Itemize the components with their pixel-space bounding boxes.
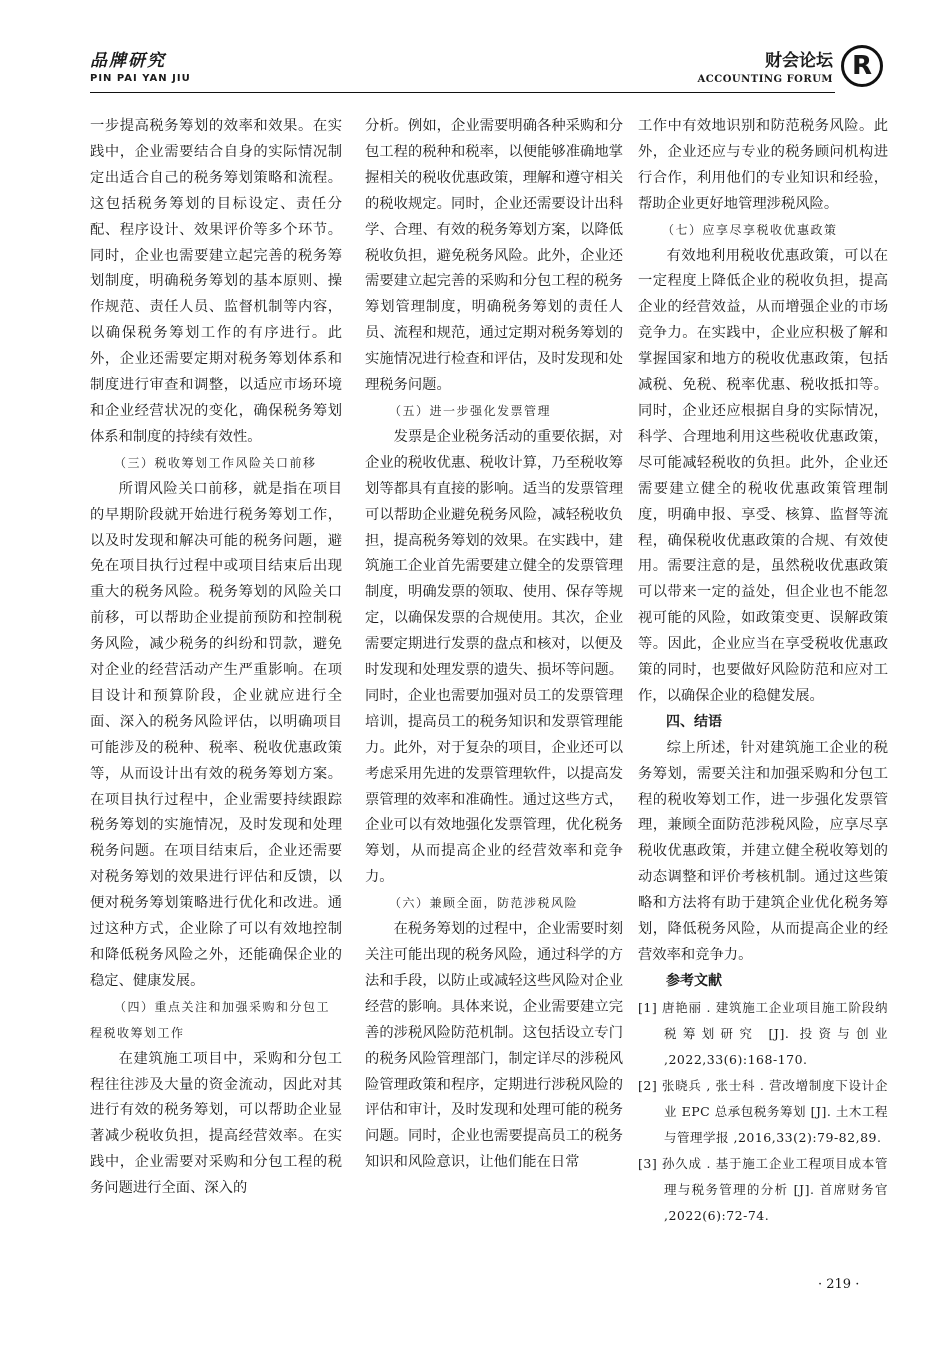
paragraph: 所谓风险关口前移，就是指在项目的早期阶段就开始进行税务筹划工作，以及时发现和解决可能的税务问题，避免在项目执行过程中或项目结束后出现重大的税务风险。税务筹划的风险关口前移，可以帮助企业提前预防和控制税务风险，减少税务的纠纷和罚款，避免对企业的经营活动产生严重影响。在项目设计和预算阶段，企业就应进行全面、深入的税务风险评估，以明确项目可能涉及的税种、税率、税收优惠政策等，从而设计出有效的税务筹划方案。在项目执行过程中，企业需要持续跟踪税务筹划的实施情况，及时发现和处理税务问题。在项目结束后，企业还需要对税务筹划的效果进行评估和反馈，以便对税务筹划策略进行优化和改进。通过这种方式，企业除了可以有效地控制和降低税务风险之外，还能确保企业的稳定、健康发展。 — [90, 480, 342, 989]
paragraph: 发票是企业税务活动的重要依据，对企业的税收优惠、税收计算，乃至税收筹划等都具有直接的影响。适当的发票管理可以帮助企业避免税务风险，减轻税收负担，提高税务筹划的效果。在实践中，建筑施工企业首先需要建立健全的发票管理制度，明确发票的领取、使用、保存等规定，以确保发票的合规使用。其次，企业需要定期进行发票的盘点和核对，以便及时发现和处理发票的遗失、损坏等问题。同时，企业也需要加强对员工的发票管理培训，提高员工的税务知识和发票管理能力。此外，对于复杂的项目，企业还可以考虑采用先进的发票管理软件，以提高发票管理的效率和准确性。通过这些方式，企业可以有效地强化发票管理，优化税务筹划，从而提高企业的经营效率和竞争力。 — [365, 428, 623, 886]
paragraph: 综上所述，针对建筑施工企业的税务筹划，需要关注和加强采购和分包工程的税收筹划工作，进一步强化发票管理，兼顾全面防范涉税风险，应享尽享税收优惠政策，并建立健全税收筹划的动态调整和评价考核机制。通过这些策略和方法将有助于建筑企业优化税务筹划，降低税务风险，从而提高企业的经营效率和竞争力。 — [638, 739, 888, 963]
paragraph: 分析。例如，企业需要明确各种采购和分包工程的税种和税率，以便能够准确地掌握相关的税收优惠政策，理解和遵守相关的税收规定。同时，企业还需要设计出科学、合理、有效的税务筹划方案，以降低税收负担，避免税务风险。此外，企业还需要建立起完善的采购和分包工程的税务筹划管理制度，明确税务筹划的责任人员、流程和规范，通过定期对税务筹划的实施情况进行检查和评估，及时发现和处理税务问题。 — [365, 118, 623, 394]
subheading-6: （六）兼顾全面，防范涉税风险 — [389, 896, 579, 911]
references-heading: 参考文献 — [666, 972, 722, 989]
paragraph: 有效地利用税收优惠政策，可以在一定程度上降低企业的税收负担，提高企业的经营效益，从而增强企业的市场竞争力。在实践中，企业应积极了解和掌握国家和地方的税收优惠政策，包括减税、免税、税率优惠、税收抵扣等。同时，企业还应根据自身的实际情况，科学、合理地利用这些税收优惠政策，尽可能减轻税收的负担。此外，企业还需要建立健全的税收优惠政策管理制度，明确申报、享受、核算、监督等流程，确保税收优惠政策的合规、有效使用。需要注意的是，虽然税收优惠政策可以带来一定的益处，但企业也不能忽视可能的风险，如政策变更、误解政策等。因此，企业应当在享受税收优惠政策的同时，也要做好风险防范和应对工作，以确保企业的稳健发展。 — [638, 247, 888, 704]
section-title-en: ACCOUNTING FORUM — [697, 74, 833, 85]
column-middle — [365, 114, 623, 1176]
section-title-cn: 财会论坛 — [765, 51, 833, 71]
registered-logo-icon: R — [841, 45, 883, 87]
paragraph: 在税务筹划的过程中，企业需要时刻关注可能出现的税务风险，通过科学的方法和手段，以防止或减轻这些风险对企业经营的影响。具体来说，企业需要建立完善的涉税风险防范机制。这包括设立专门的税务风险管理部门，制定详尽的涉税风险管理政策和程序，定期进行涉税风险的评估和审计，及时发现和处理可能的税务问题。同时，企业也需要提高员工的税务知识和风险意识，让他们能在日常 — [365, 921, 623, 1171]
paragraph: 在建筑施工项目中，采购和分包工程往往涉及大量的资金流动，因此对其进行有效的税务筹划，可以帮助企业显著减少税收负担，提高经营效率。在实践中，企业需要对采购和分包工程的税务问题进行全面、深入的 — [90, 1050, 342, 1197]
page-number: · 219 · — [818, 1277, 860, 1292]
conclusion-heading: 四、结语 — [666, 713, 722, 730]
paragraph: 一步提高税务筹划的效率和效果。在实践中，企业需要结合自身的实际情况制定出适合自己的税务筹划策略和流程。这包括税务筹划的目标设定、责任分配、程序设计、效果评价等多个环节。同时，企业也需要建立起完善的税务筹划制度，明确税务筹划的基本原则、操作规范、责任人员、监督机制等内容，以确保税务筹划工作的有序进行。此外，企业还需要定期对税务筹划体系和制度进行审查和调整，以适应市场环境和企业经营状况的变化，确保税务筹划体系和制度的持续有效性。 — [90, 118, 342, 445]
subheading-5: （五）进一步强化发票管理 — [389, 403, 552, 418]
reference-item: [3] 孙久成 . 基于施工企业工程项目成本管理与税务管理的分析 [J]. 首席财务官 ,2022(6):72-74. — [638, 1155, 888, 1223]
column-left — [90, 114, 342, 1202]
column-right — [638, 114, 888, 1229]
reference-item: [2] 张晓兵 , 张士科 . 营改增制度下设计企业 EPC 总承包税务筹划 [J]. 土木工程与管理学报 ,2016,33(2):79-82,89. — [638, 1077, 888, 1145]
header-divider — [90, 92, 835, 93]
page-header — [0, 0, 950, 100]
journal-brand-cn: 品牌研究 — [90, 51, 166, 71]
paragraph: 工作中有效地识别和防范税务风险。此外，企业还应与专业的税务顾问机构进行合作，利用他们的专业知识和经验，帮助企业更好地管理涉税风险。 — [638, 118, 888, 212]
subheading-7: （七）应享尽享税收优惠政策 — [662, 222, 838, 237]
reference-item: [1] 唐艳丽 . 建筑施工企业项目施工阶段纳税筹划研究 [J]. 投资与创业 ,2022,33(6):168-170. — [638, 999, 888, 1067]
subheading-3: （三）税收筹划工作风险关口前移 — [114, 455, 317, 470]
journal-brand-en: PIN PAI YAN JIU — [90, 73, 191, 84]
subheading-4: （四）重点关注和加强采购和分包工程税收筹划工作 — [90, 999, 331, 1040]
